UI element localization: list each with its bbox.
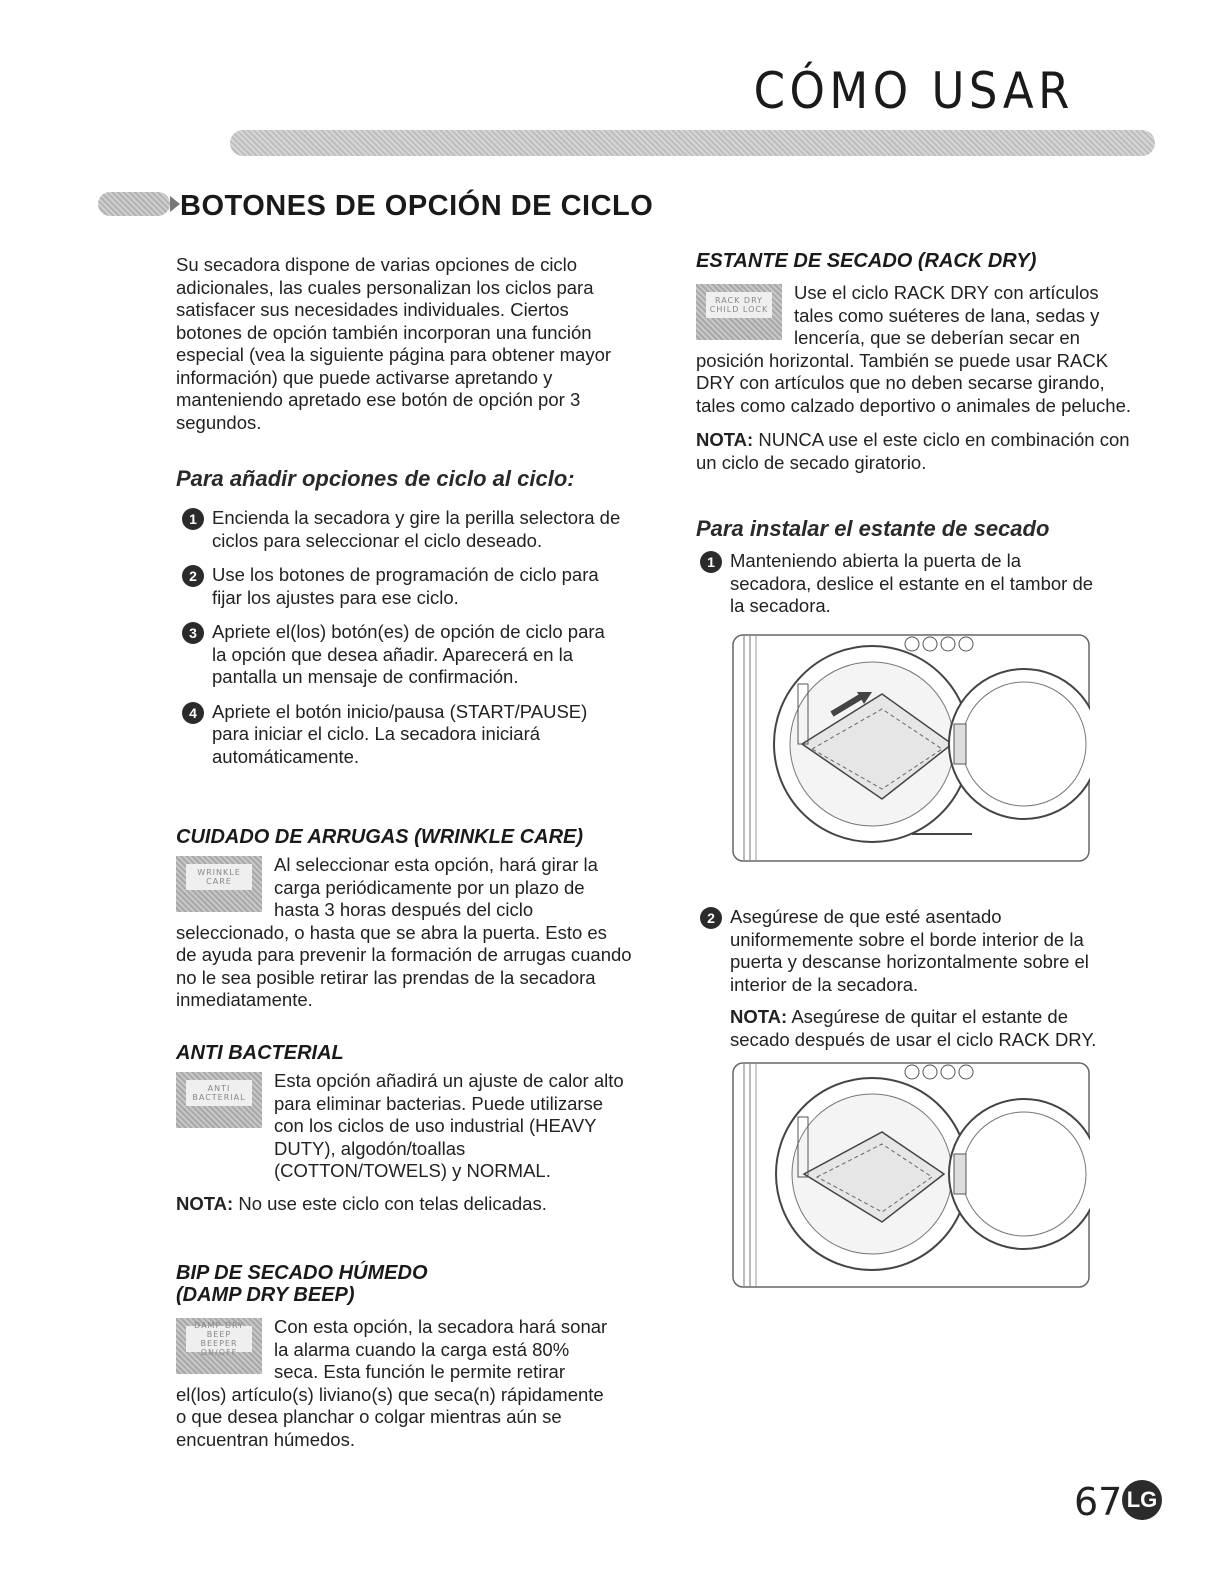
step-number-badge: 2 [182, 565, 204, 587]
step-number-badge: 2 [700, 907, 722, 929]
step-number-badge: 1 [182, 508, 204, 530]
damp-dry-text: Con esta opción, la secadora hará sonar la alarma cuando la carga está 80% seca. Esta función le permite retirar el(los) artículo(s) liviano(s) que seca(n) rápidamente o que desea planchar o colgar mientras aún se encuentran húmedos. [176, 1316, 608, 1450]
install-step-2 [700, 906, 1130, 1051]
anti-bacterial-button-image [176, 1072, 262, 1128]
wrinkle-care-title: CUIDADO DE ARRUGAS (WRINKLE CARE) [176, 826, 584, 848]
add-options-steps [182, 507, 622, 768]
page-number: 67 [1074, 1480, 1123, 1524]
step-number-badge: 1 [700, 551, 722, 573]
anti-bacterial-block [176, 1070, 628, 1215]
dryer-rack-insert-illustration [732, 634, 1090, 862]
step-2 [182, 564, 622, 609]
step-3 [182, 621, 622, 689]
rack-dry-note: NOTA: NUNCA use el este ciclo en combinación con un ciclo de secado giratorio. [696, 429, 1130, 473]
step-text: Asegúrese de que esté asentado uniformemente sobre el borde interior de la puerta y descanse horizontalmente sobre el interior de la secadora. [730, 906, 1089, 995]
step-number-badge: 3 [182, 622, 204, 644]
rack-dry-title: ESTANTE DE SECADO (RACK DRY) [696, 250, 1037, 272]
step-4 [182, 701, 622, 769]
anti-bacterial-title: ANTI BACTERIAL [176, 1042, 344, 1064]
button-label: ANTI BACTERIAL [186, 1080, 252, 1106]
step-number-badge: 4 [182, 702, 204, 724]
intro-block [176, 254, 628, 434]
button-label: DAMP DRY BEEP BEEPER ON/OFF [186, 1326, 252, 1352]
install-step-1 [700, 550, 1100, 618]
damp-dry-title: BIP DE SECADO HÚMEDO (DAMP DRY BEEP) [176, 1262, 428, 1306]
step-text: Apriete el botón inicio/pausa (START/PAUSE) para iniciar el ciclo. La secadora iniciará automáticamente. [212, 700, 588, 767]
section-title: BOTONES DE OPCIÓN DE CICLO [180, 190, 654, 222]
button-label: WRINKLE CARE [186, 864, 252, 890]
rack-dry-block [696, 282, 1136, 474]
wrinkle-care-button-image [176, 856, 262, 912]
install-note: NOTA: Asegúrese de quitar el estante de secado después de usar el ciclo RACK DRY. [730, 1006, 1097, 1050]
page-title: CÓMO USAR [753, 62, 1074, 120]
rack-dry-text: Use el ciclo RACK DRY con artículos tales como suéteres de lana, sedas y lencería, que se deberían secar en posición horizontal. También se puede usar RACK DRY con artículos que no deben secarse girando, tales como calzado deportivo o animales de peluche. [696, 282, 1132, 416]
button-label: RACK DRY CHILD LOCK [706, 292, 772, 318]
install-rack-title: Para instalar el estante de secado [696, 516, 1050, 541]
section-tab-graphic [98, 192, 170, 216]
damp-dry-button-image [176, 1318, 262, 1374]
step-1 [182, 507, 622, 552]
step-text: Apriete el(los) botón(es) de opción de ciclo para la opción que desea añadir. Aparecerá en la pantalla un mensaje de confirmación. [212, 621, 605, 687]
step-text: Encienda la secadora y gire la perilla selectora de ciclos para seleccionar el ciclo deseado. [212, 507, 621, 551]
step-text: Manteniendo abierta la puerta de la secadora, deslice el estante en el tambor de la secadora. [730, 550, 1094, 616]
intro-paragraph: Su secadora dispone de varias opciones de ciclo adicionales, las cuales personalizan los ciclos para satisfacer sus necesidades individuales. Ciertos botones de opción también incorporan una función especial (vea la siguiente página para obtener mayor información) que puede activarse apretando y manteniendo apretado ese botón de opción por 3 segundos. [176, 254, 612, 433]
add-options-title: Para añadir opciones de ciclo al ciclo: [176, 466, 575, 491]
damp-dry-block [176, 1316, 616, 1451]
header-bar [230, 130, 1155, 156]
dryer-rack-installed-illustration [732, 1062, 1090, 1288]
wrinkle-care-text: Al seleccionar esta opción, hará girar la carga periódicamente por un plazo de hasta 3 horas después del ciclo seleccionado, o hasta que se abra la puerta. Esto es de ayuda para prevenir la formación de arrugas cuando no le sea posible retirar las prendas de la secadora inmediatamente. [176, 854, 632, 1010]
anti-bacterial-note: NOTA: No use este ciclo con telas delicadas. [176, 1192, 547, 1214]
lg-logo-icon: LG [1122, 1480, 1162, 1520]
wrinkle-care-block [176, 854, 632, 1012]
anti-bacterial-text: Esta opción añadirá un ajuste de calor alto para eliminar bacterias. Puede utilizarse con los ciclos de uso industrial (HEAVY DUTY), algodón/toallas (COTTON/TOWELS) y NORMAL. [274, 1070, 624, 1181]
rack-dry-button-image [696, 284, 782, 340]
step-text: Use los botones de programación de ciclo para fijar los ajustes para ese ciclo. [212, 564, 599, 608]
